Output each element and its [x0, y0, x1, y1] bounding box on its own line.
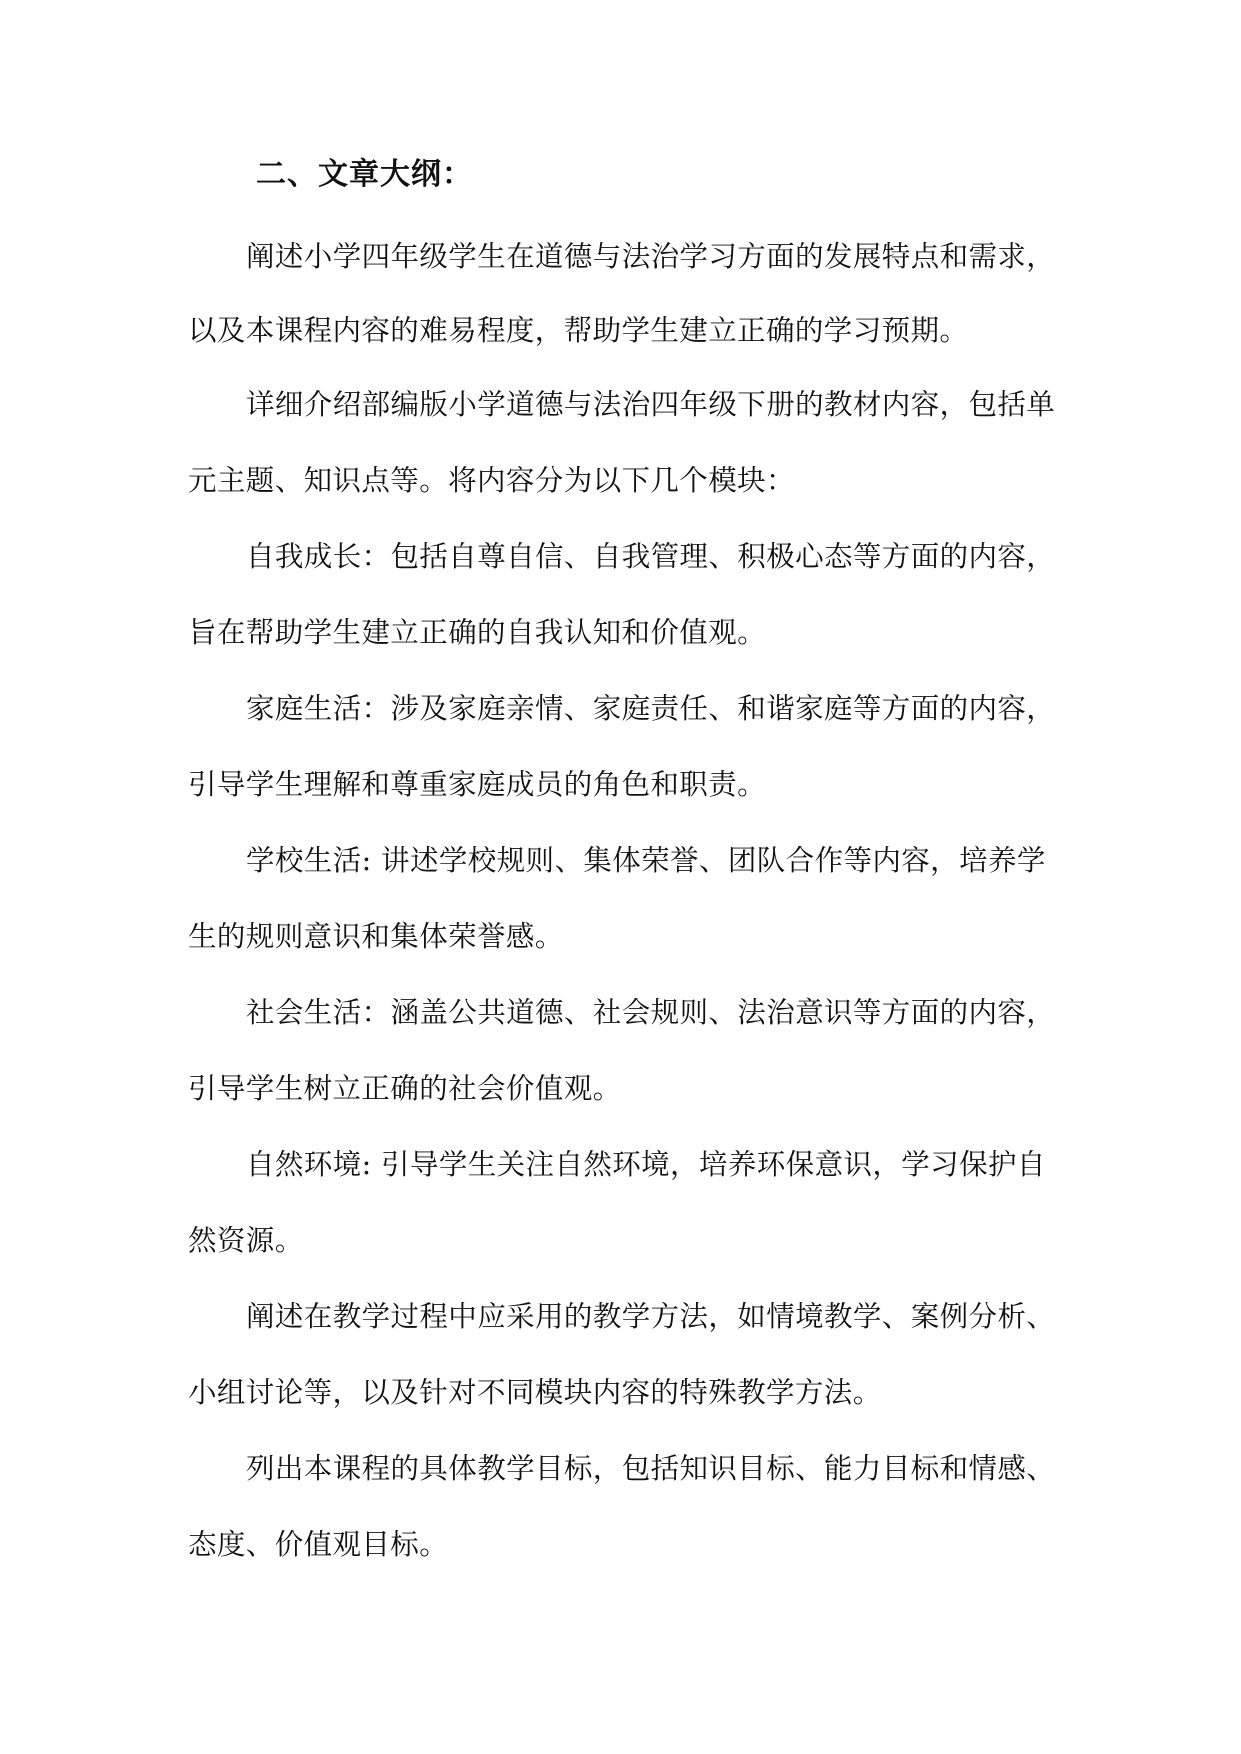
paragraph-line: 自我成长：包括自尊自信、自我管理、积极心态等方面的内容， [246, 540, 1056, 573]
paragraph-line: 小组讨论等，以及针对不同模块内容的特殊教学方法。 [188, 1376, 882, 1409]
paragraph-line: 然资源。 [188, 1224, 304, 1257]
paragraph-line: 以及本课程内容的难易程度，帮助学生建立正确的学习预期。 [188, 314, 969, 347]
paragraph-line: 引导学生理解和尊重家庭成员的角色和职责。 [188, 768, 767, 801]
paragraph-line: 元主题、知识点等。将内容分为以下几个模块： [188, 464, 795, 497]
paragraph-line: 生的规则意识和集体荣誉感。 [188, 920, 564, 953]
paragraph-line: 详细介绍部编版小学道德与法治四年级下册的教材内容，包括单 [246, 388, 1056, 421]
paragraph-line: 态度、价值观目标。 [188, 1528, 449, 1561]
paragraph-line: 阐述小学四年级学生在道德与法治学习方面的发展特点和需求， [246, 240, 1056, 273]
paragraph-line: 自然环境: 引导学生关注自然环境，培养环保意识，学习保护自 [246, 1148, 1046, 1181]
paragraph-line: 阐述在教学过程中应采用的教学方法，如情境教学、案例分析、 [246, 1300, 1056, 1333]
paragraph-line: 旨在帮助学生建立正确的自我认知和价值观。 [188, 616, 767, 649]
section-heading: 二、文章大纲： [256, 157, 473, 192]
paragraph-line: 学校生活: 讲述学校规则、集体荣誉、团队合作等内容，培养学 [246, 844, 1046, 877]
paragraph-line: 列出本课程的具体教学目标，包括知识目标、能力目标和情感、 [246, 1452, 1056, 1485]
paragraph-line: 社会生活：涵盖公共道德、社会规则、法治意识等方面的内容， [246, 996, 1056, 1029]
paragraph-line: 引导学生树立正确的社会价值观。 [188, 1072, 622, 1105]
paragraph-line: 家庭生活：涉及家庭亲情、家庭责任、和谐家庭等方面的内容， [246, 692, 1056, 725]
